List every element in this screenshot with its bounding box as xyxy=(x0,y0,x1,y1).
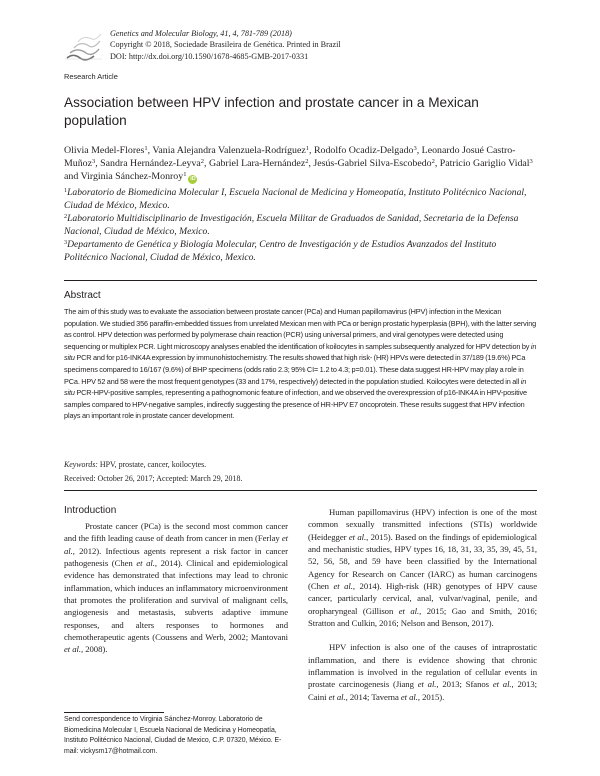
received-dates: Received: October 26, 2017; Accepted: March 29, 2018. xyxy=(64,474,243,483)
author-list xyxy=(64,144,542,184)
correspondence-footnote: Send correspondence to Virginia Sánchez-Monroy. Laboratorio de Biomedicina Molecular I, Escuela Nacional de Medicina y Homeopatía, Instituto Politécnico Nacional, Ciudad de Mexico, C.P. 07320, México. E-mail: vickysm17@hotmail.com. xyxy=(64,716,282,755)
affiliation-1: $^1$Laboratorio de Biomedicina Molecular I, Escuela Nacional de Medicina y Homeopatía, Instituto Politécnico Nacional, Ciudad de México, Mexico. xyxy=(64,187,527,212)
orcid-icon[interactable]: iD xyxy=(190,176,196,182)
doi-link[interactable]: DOI: http://dx.doi.org/10.1590/1678-4685-GMB-2017-0331 xyxy=(110,51,309,61)
journal-logo xyxy=(64,28,104,62)
author: Jesús-Gabriel Silva-Escobedo$^2$, xyxy=(313,158,440,169)
divider xyxy=(64,280,537,281)
affiliation-3: $^3$Departamento de Genética y Biología Molecular, Centro de Investigación y de Estudios Avanzados del Instituto Politécnico Nacional, Ciudad de México, Mexico. xyxy=(64,239,497,264)
divider xyxy=(64,490,537,491)
journal-header xyxy=(110,28,410,62)
author: Leonardo Josué Castro-Muñoz$^3$, xyxy=(64,145,516,169)
abstract-text: The aim of this study was to evaluate the association between prostate cancer (PCa) and Human papillomavirus (HPV) infection in the Mexican population. We studied 356 paraffin-embedded tissues from unrelated Mexican men with PCa or benign prostatic hyperplasia (BPH), with the latter serving as control. HPV detection was performed by polymerase chain reaction (PCR) using universal primers, and viral genotypes were detected using sequencing or multiplex PCR. Light microscopy analyses enabled the identification of koilocytes in samples subsequently analyzed for HPV detection by in situ PCR and for p16-INK4A expression by immunohistochemistry. The results showed that high risk- (HR) HPVs were detected in 37/189 (19.6%) PCa specimens compared to 16/167 (9.6%) of BHP specimens (odds ratio 2.3; 95% CI= 1.2 to 4.3; p=0.01). These data suggest HR-HPV may play a role in PCa. HPV 52 and 58 were the most frequent genotypes (33 and 17%, respectively) detected in the population studied. Koilocytes were detected in all in situ PCR-HPV-positive samples, representing a pathognomonic feature of infection, and we observed the overexpression of p16-INK4A in HPV-positive samples compared to HPV-negative samples, indirectly suggesting the presence of HR-HPV E7 oncoprotein. These results suggest that HPV infection plays an important role in prostate cancer development. xyxy=(64,307,537,421)
introduction-heading: Introduction xyxy=(64,505,117,516)
paragraph: HPV infection is also one of the causes of intraprostatic inflammation, and there is evidence showing that chronic inflammation is involved in the regulation of cellular events in prostate carcinogenesis (Jiang et al., 2013; Sfanos et al., 2013; Caini et al., 2014; Taverna et al., 2015). xyxy=(308,642,537,702)
author: Rodolfo Ocadiz-Delgado$^3$, xyxy=(313,145,422,156)
article-title: Association between HPV infection and prostate cancer in a Mexican population xyxy=(64,95,479,128)
copyright-line: Copyright © 2018, Sociedade Brasileira de Genética. Printed in Brazil xyxy=(110,40,341,50)
paragraph: Prostate cancer (PCa) is the second most common cancer and the fifth leading cause of death from cancer in men (Ferlay et al., 2012). Infectious agents represent a risk factor in cancer pathogenesis (Chen et al., 2014). Clinical and epidemiological evidence has demonstrated that infections may lead to chronic inflammation, which induces an inflammatory microenvironment that promotes the proliferation and survival of malignant cells, angiogenesis and metastasis, subverts adaptive immune responses, and alters responses to hormones and chemotherapeutic agents (Coussens and Werb, 2002; Mantovani et al., 2008). xyxy=(64,521,288,655)
author: Virginia Sánchez-Monroy$^1$ xyxy=(80,171,187,182)
paragraph: Human papillomavirus (HPV) infection is one of the most common sexually transmitted infections (STIs) worldwide (Heidegger et al., 2015). Based on the findings of epidemiological and mechanistic studies, HPV types 16, 18, 31, 33, 35, 39, 45, 51, 52, 56, 58, and 59 have been classified by the International Agency for Research on Cancer (IARC) as human carcinogens (Chen et al., 2014). High-risk (HR) genotypes of HPV cause cancer, particularly cervical, anal, vulvar/vaginal, penile, and oropharyngeal (Gillison et al., 2015; Gao and Smith, 2016; Stratton and Culkin, 2016; Nelson and Benson, 2017). xyxy=(308,507,538,629)
journal-citation: Genetics and Molecular Biology, 41, 4, 781-789 (2018) xyxy=(110,29,292,38)
author: Vania Alejandra Valenzuela-Rodríguez$^1$, xyxy=(152,145,314,156)
author: Olivia Medel-Flores$^1$, xyxy=(64,145,153,156)
abstract-heading: Abstract xyxy=(64,290,101,301)
article-type: Research Article xyxy=(64,72,118,81)
author: Sandra Hernández-Leyva$^2$, xyxy=(100,158,209,169)
keywords: Keywords: HPV, prostate, cancer, koilocytes. xyxy=(64,460,207,469)
author: Patricio Gariglio Vidal$^3$ and xyxy=(64,158,533,182)
right-column xyxy=(308,506,537,703)
affiliation-2: $^2$Laboratorio Multidisciplinario de Investigación, Escuela Militar de Graduados de Sanidad, Secretaria de la Defensa Nacional, Ciudad de México, Mexico. xyxy=(64,213,519,238)
footnote-divider xyxy=(64,712,164,713)
author: Gabriel Lara-Hernández$^2$, xyxy=(208,158,314,169)
left-column xyxy=(64,520,288,656)
